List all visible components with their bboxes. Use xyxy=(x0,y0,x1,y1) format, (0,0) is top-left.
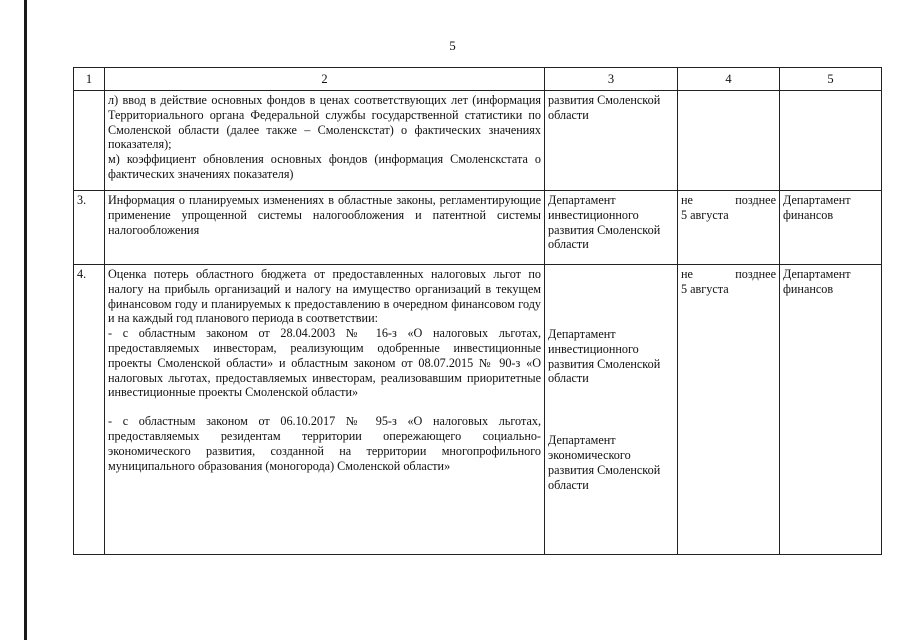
row-recipient xyxy=(780,91,882,191)
column-header: 4 xyxy=(678,68,780,91)
deadline-word: позднее xyxy=(735,193,776,207)
description-item: - с областным законом от 28.04.2003 № 16-з «О налоговых льготах, предоставляемых инвесторам, реализующим одобренные инвестиционные проекты Смоленской области» и областным законом от 08.07.2015 № 90-з «О налоговых льготах, предоставляемых инвесторам, реализовавшим приоритетные инвестиционные проекты Смоленской области» xyxy=(108,326,541,400)
row-deadline xyxy=(678,191,780,265)
description-paragraph: Информация о планируемых изменениях в областные законы, регламентирующие применение упрощенной системы налогообложения и патентной системы налогообложения xyxy=(108,193,541,237)
table-header-row xyxy=(74,68,882,91)
row-responsible: развития Смоленской области xyxy=(545,91,678,191)
row-responsible: Департамент инвестиционного развития Смоленской области xyxy=(545,191,678,265)
row-recipient: Департамент финансов xyxy=(780,191,882,265)
page-number: 5 xyxy=(449,38,456,53)
column-header: 5 xyxy=(780,68,882,91)
row-number xyxy=(74,91,105,191)
content-table xyxy=(73,67,882,555)
responsible-dept: Департамент экономического развития Смоленской области xyxy=(548,433,661,492)
row-deadline xyxy=(678,265,780,555)
scan-edge xyxy=(24,0,27,640)
description-paragraph: л) ввод в действие основных фондов в ценах соответствующих лет (информация Территориального органа Федеральной службы государственной статистики по Смоленской области (далее также – Смоленскстат) о фактических значениях показателя); xyxy=(108,93,541,152)
deadline-word: позднее xyxy=(735,267,776,281)
responsible-dept: Департамент инвестиционного развития Смоленской области xyxy=(548,327,661,386)
description-intro: Оценка потерь областного бюджета от предоставленных налоговых льгот по налогу на прибыль организаций и налогу на имущество организаций в текущем финансовом году и планируемых к предоставлению в очередном финансовом году и на каждый год планового периода в соответствии: xyxy=(108,267,541,326)
column-header: 1 xyxy=(74,68,105,91)
row-deadline xyxy=(678,91,780,191)
row-responsible xyxy=(545,265,678,555)
column-header: 3 xyxy=(545,68,678,91)
deadline-date: 5 августа xyxy=(681,281,729,296)
row-number: 3. xyxy=(74,191,105,265)
table-row xyxy=(74,265,882,555)
column-header: 2 xyxy=(105,68,545,91)
deadline-line xyxy=(681,267,776,282)
paragraph-gap xyxy=(108,400,541,414)
row-description xyxy=(105,265,545,555)
description-paragraph: м) коэффициент обновления основных фондов (информация Смоленскстата о фактических значениях показателя) xyxy=(108,152,541,181)
row-description xyxy=(105,91,545,191)
row-number: 4. xyxy=(74,265,105,555)
deadline-word: не xyxy=(681,193,693,207)
deadline-line xyxy=(681,193,776,208)
responsible-gap xyxy=(548,267,674,327)
deadline-word: не xyxy=(681,267,693,281)
table-row xyxy=(74,191,882,265)
table-row xyxy=(74,91,882,191)
row-description xyxy=(105,191,545,265)
description-item: - с областным законом от 06.10.2017 № 95-з «О налоговых льготах, предоставляемых резидентам территории опережающего социально-экономического развития, созданной на территории многопрофильного муниципального образования (моногорода) Смоленской области» xyxy=(108,414,541,473)
row-recipient: Департамент финансов xyxy=(780,265,882,555)
responsible-gap xyxy=(548,386,674,433)
deadline-date: 5 августа xyxy=(681,207,729,222)
